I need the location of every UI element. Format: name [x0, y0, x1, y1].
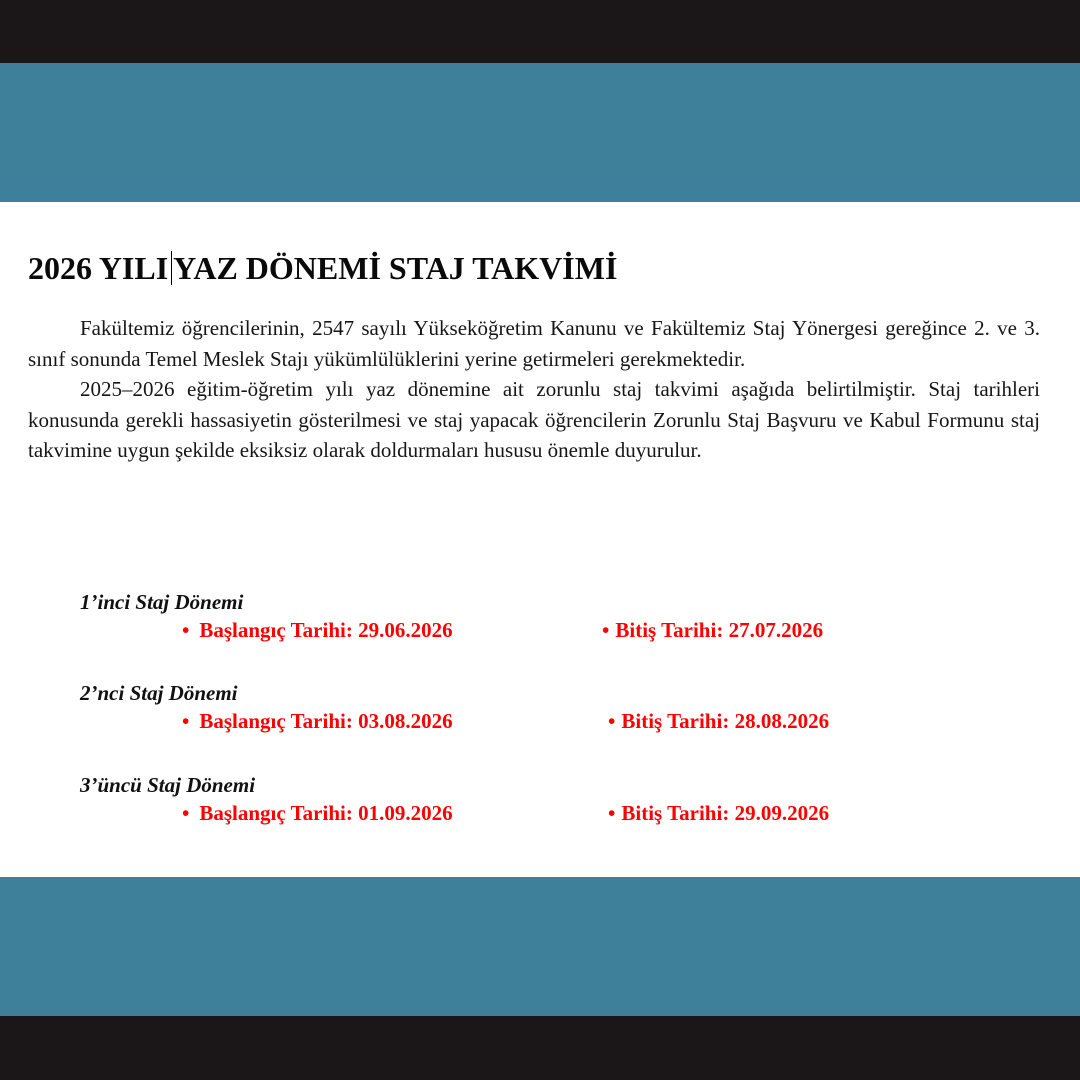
bottom-dark-band: [0, 1016, 1080, 1080]
bullet-icon: •: [182, 801, 190, 825]
start-date: [182, 801, 453, 826]
top-teal-band: [0, 63, 1080, 202]
end-date-label: Bitiş Tarihi: 29.09.2026: [621, 801, 830, 825]
paragraph-calendar-notice: 2025–2026 eğitim-öğretim yılı yaz dönemine ait zorunlu staj takvimi aşağıda belirtilmiştir. Staj tarihleri konusunda gerekli hassasiyetin gösterilmesi ve staj yapacak öğrencilerin Zorunlu Staj Başvuru ve Kabul Formunu staj takvimine uygun şekilde eksiksiz olarak doldurmaları hususu önemle duyurulur.: [28, 377, 1040, 463]
bullet-icon: •: [608, 709, 616, 733]
start-date: [182, 618, 453, 643]
start-date-label: Başlangıç Tarihi: 01.09.2026: [199, 801, 453, 825]
bullet-icon: •: [608, 801, 616, 825]
start-date-label: Başlangıç Tarihi: 29.06.2026: [199, 618, 453, 642]
bullet-icon: •: [602, 618, 610, 642]
title-part-year: 2026 YILI: [28, 250, 169, 286]
bullet-icon: •: [182, 618, 190, 642]
page-title: [28, 246, 617, 290]
start-date: [182, 709, 453, 734]
period-title: 3’üncü Staj Dönemi: [80, 773, 256, 797]
end-date: [608, 801, 829, 826]
start-date-label: Başlangıç Tarihi: 03.08.2026: [199, 709, 453, 733]
internship-period-2: [80, 679, 980, 739]
bottom-teal-band: [0, 877, 1080, 1016]
period-title: 2’nci Staj Dönemi: [80, 681, 238, 705]
end-date: [602, 618, 823, 643]
end-date-label: Bitiş Tarihi: 28.08.2026: [621, 709, 830, 733]
end-date: [608, 709, 829, 734]
top-dark-band: [0, 0, 1080, 63]
internship-period-3: [80, 771, 980, 831]
title-part-main: YAZ DÖNEMİ STAJ TAKVİMİ: [173, 250, 618, 286]
period-dates: [80, 707, 980, 739]
bullet-icon: •: [182, 709, 190, 733]
end-date-label: Bitiş Tarihi: 27.07.2026: [615, 618, 824, 642]
period-dates: [80, 616, 980, 648]
announcement-body: [28, 313, 1040, 466]
period-title: 1’inci Staj Dönemi: [80, 590, 244, 614]
internship-period-1: [80, 588, 980, 648]
paragraph-intro: Fakültemiz öğrencilerinin, 2547 sayılı Yükseköğretim Kanunu ve Fakültemiz Staj Yönergesi gereğince 2. ve 3. sınıf sonunda Temel Meslek Stajı yükümlülüklerini yerine getirmeleri gerekmektedir.: [28, 316, 1040, 371]
period-dates: [80, 799, 980, 831]
